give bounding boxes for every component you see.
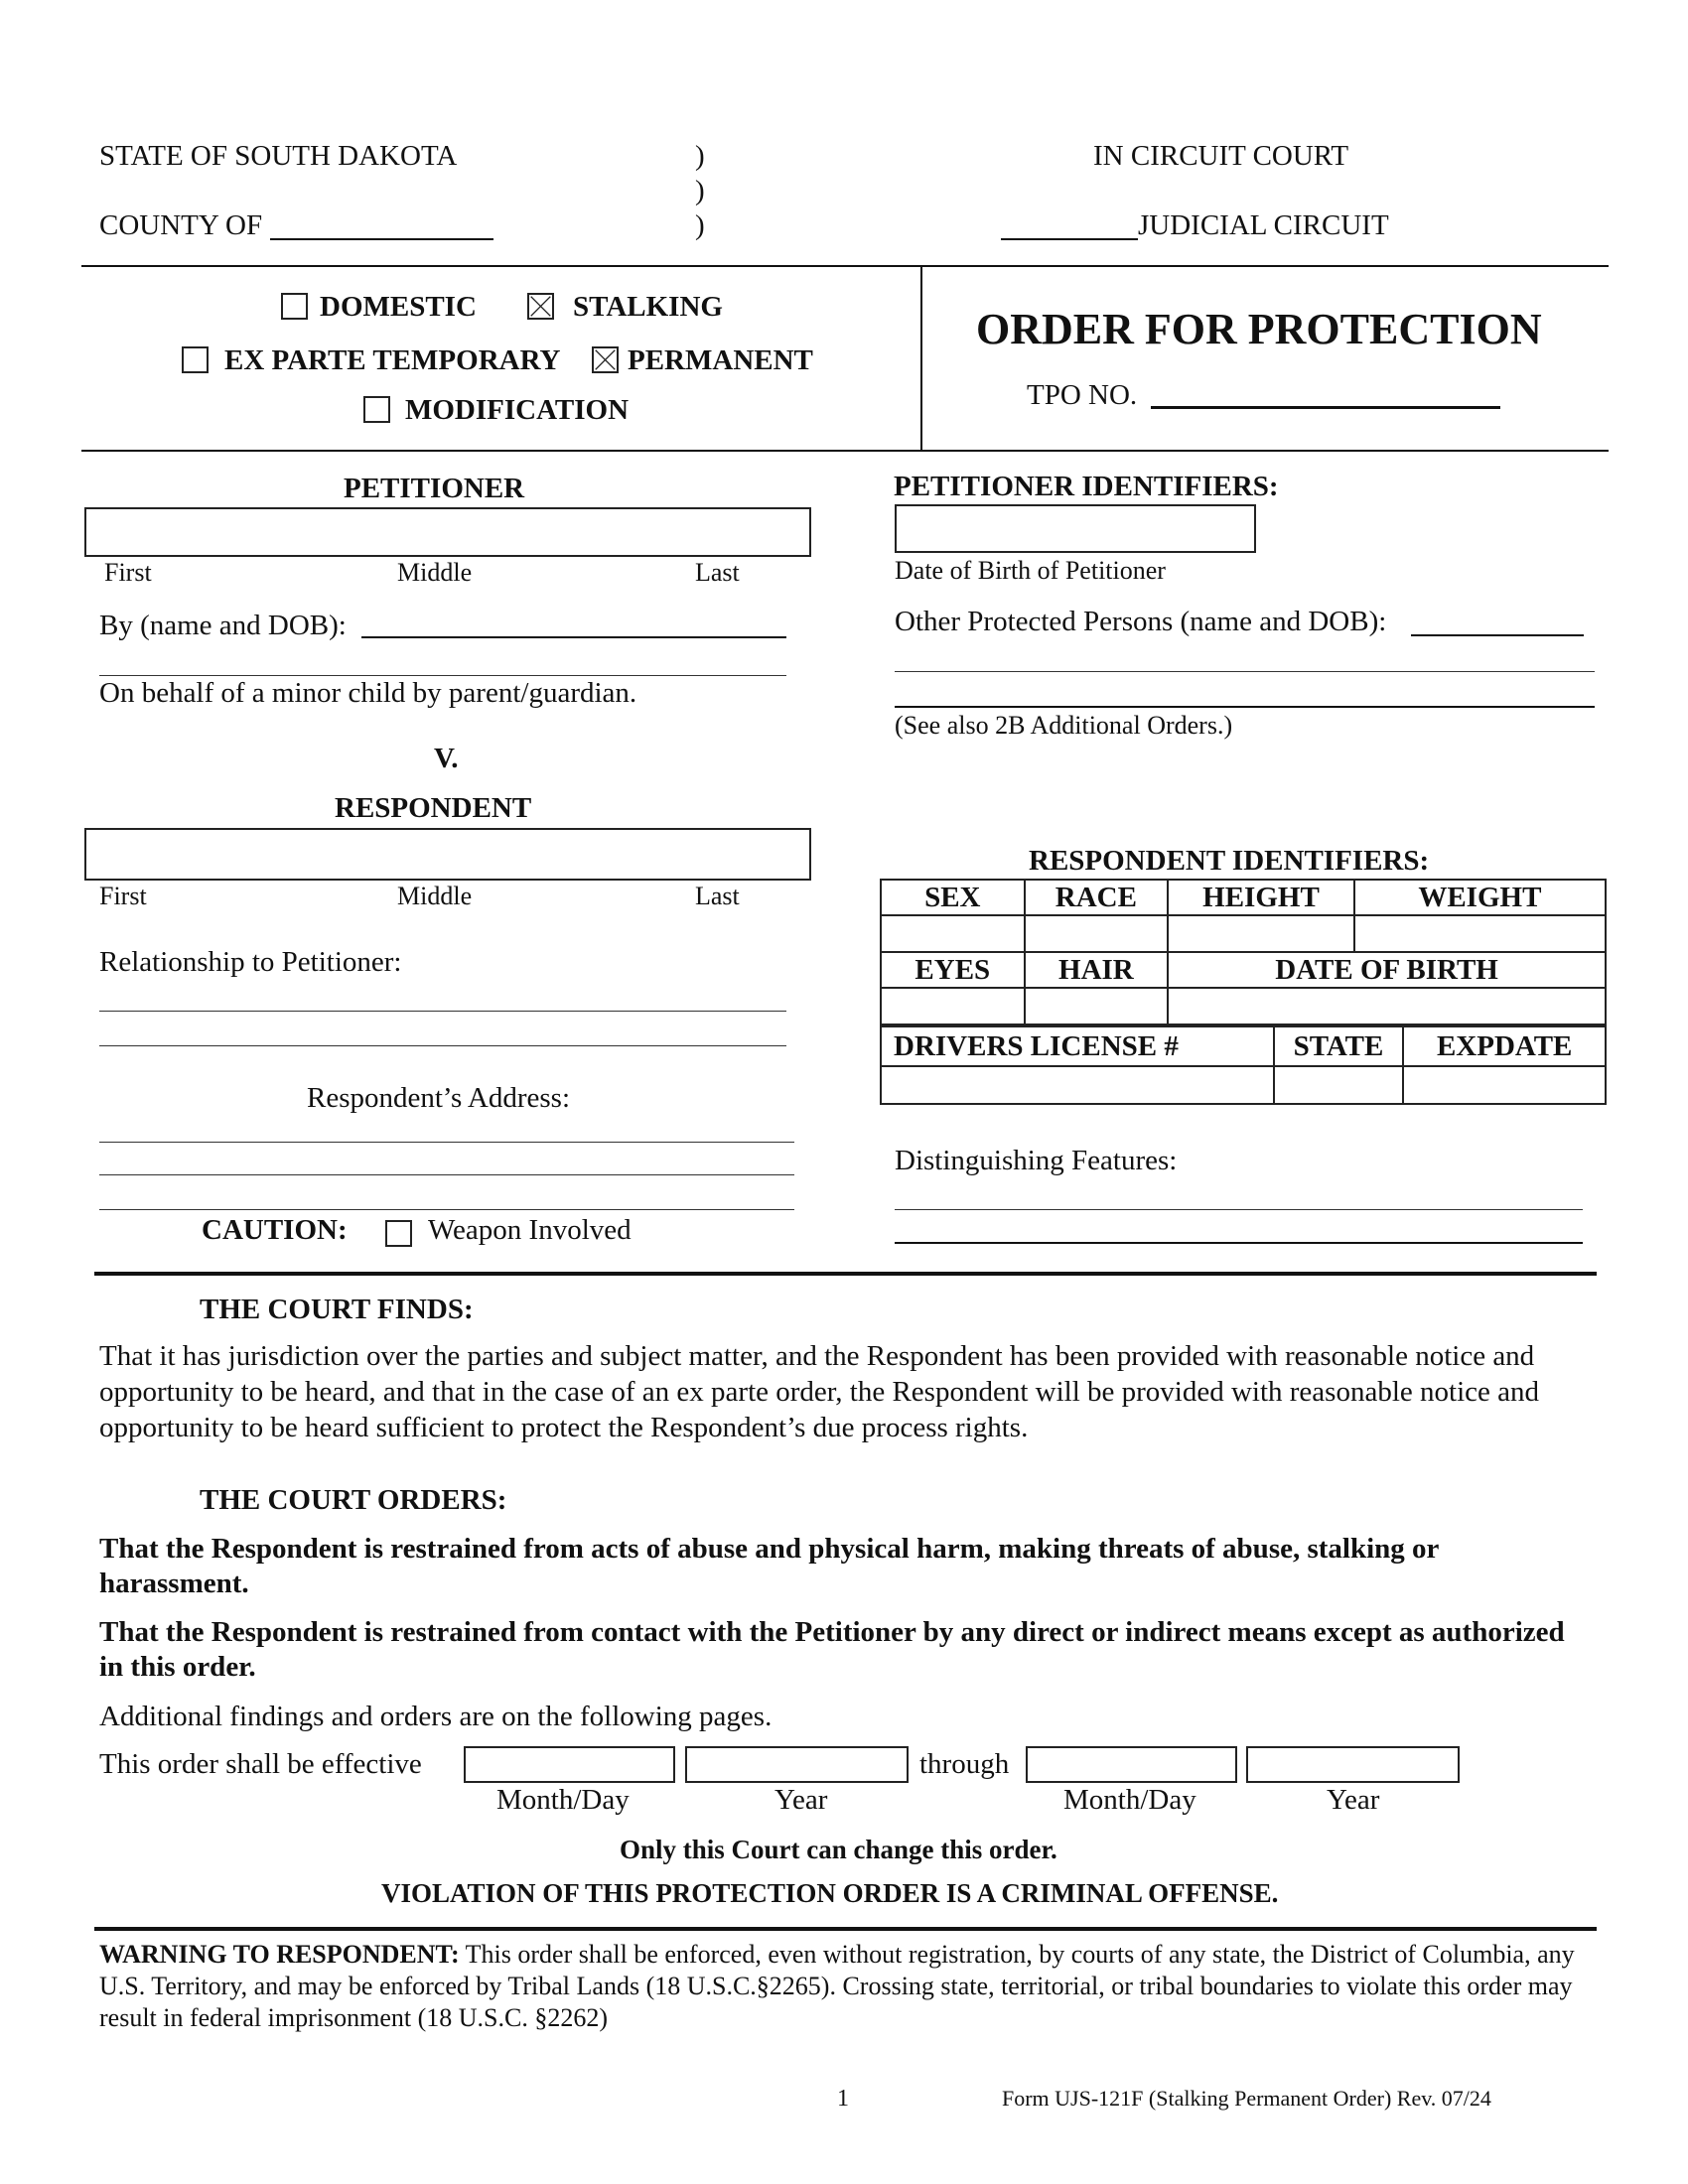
permanent-checkbox[interactable] [592, 346, 619, 373]
section-rule [94, 1272, 1597, 1276]
state-label: STATE OF SOUTH DAKOTA [99, 140, 458, 172]
dob-header: DATE OF BIRTH [1168, 952, 1606, 988]
respondent-first-label: First [99, 882, 147, 910]
form-number: Form UJS-121F (Stalking Permanent Order) Rev. 07/24 [1002, 2086, 1491, 2111]
effective-start-year-field[interactable] [685, 1746, 909, 1783]
address-line-3[interactable] [99, 1209, 794, 1210]
paren-2: ) [695, 175, 705, 206]
sex-header: SEX [881, 880, 1025, 915]
respondent-identifiers-table [880, 879, 1607, 1025]
orders-heading: THE COURT ORDERS: [200, 1484, 507, 1516]
relationship-label: Relationship to Petitioner: [99, 946, 402, 978]
header-rule [81, 265, 1609, 267]
warning-text: This order shall be enforced, even without registration, by courts of any state, the District of Columbia, any U.S. Territory, and may be enforced by Tribal Lands (18 U.S.C.§2265). Crossing state, territorial, or tribal boundaries to violate this order may result in federal imprisonment (18 U.S.C. §2262) [99, 1940, 1575, 2032]
hair-field[interactable] [1025, 988, 1169, 1024]
relationship-line-2[interactable] [99, 1045, 786, 1046]
by-name-dob-field[interactable] [361, 636, 786, 638]
effective-end-monthday-field[interactable] [1026, 1746, 1237, 1783]
circuit-label: JUDICIAL CIRCUIT [1138, 209, 1389, 241]
county-label: COUNTY OF [99, 209, 263, 241]
height-field[interactable] [1168, 915, 1354, 952]
start-monthday-label: Month/Day [496, 1784, 630, 1816]
features-line-2[interactable] [895, 1242, 1583, 1244]
end-year-label: Year [1327, 1784, 1380, 1816]
domestic-label: DOMESTIC [320, 291, 477, 323]
features-line-1[interactable] [895, 1209, 1583, 1210]
petitioner-identifiers-heading: PETITIONER IDENTIFIERS: [894, 471, 1279, 502]
stalking-label: STALKING [573, 291, 723, 323]
other-protected-line-3[interactable] [895, 706, 1595, 708]
petitioner-first-label: First [104, 558, 152, 587]
through-label: through [919, 1748, 1010, 1780]
permanent-label: PERMANENT [628, 344, 813, 376]
effective-start-monthday-field[interactable] [464, 1746, 675, 1783]
effective-label: This order shall be effective [99, 1748, 422, 1780]
respondent-identifiers-heading: RESPONDENT IDENTIFIERS: [1029, 845, 1430, 877]
petitioner-dob-label: Date of Birth of Petitioner [895, 556, 1166, 585]
petitioner-name-field[interactable] [84, 507, 811, 557]
caution-label: CAUTION: [202, 1214, 348, 1246]
stalking-checkbox[interactable] [527, 293, 554, 320]
on-behalf-label: On behalf of a minor child by parent/guardian. [99, 677, 637, 709]
relationship-line-1[interactable] [99, 1011, 786, 1012]
circuit-number-field[interactable] [1001, 238, 1138, 240]
license-table [880, 1025, 1607, 1105]
license-field[interactable] [881, 1066, 1274, 1104]
modification-checkbox[interactable] [363, 396, 390, 423]
versus-label: V. [434, 743, 459, 774]
weapon-label: Weapon Involved [428, 1214, 632, 1246]
other-protected-label: Other Protected Persons (name and DOB): [895, 606, 1387, 637]
page-number: 1 [837, 2086, 849, 2112]
address-label: Respondent’s Address: [307, 1082, 571, 1114]
petitioner-dob-field[interactable] [895, 504, 1256, 553]
petitioner-middle-label: Middle [397, 558, 473, 587]
tpo-label: TPO NO. [1027, 379, 1138, 411]
end-monthday-label: Month/Day [1063, 1784, 1196, 1816]
ex-parte-checkbox[interactable] [182, 346, 209, 373]
warning-label: WARNING TO RESPONDENT: [99, 1940, 460, 1969]
court-label: IN CIRCUIT COURT [1093, 140, 1349, 172]
modification-label: MODIFICATION [405, 394, 630, 426]
ex-parte-label: EX PARTE TEMPORARY [224, 344, 561, 376]
respondent-name-field[interactable] [84, 828, 811, 881]
header-divider [920, 265, 922, 451]
petitioner-heading: PETITIONER [344, 473, 525, 504]
start-year-label: Year [774, 1784, 828, 1816]
findings-text: That it has jurisdiction over the parties and subject matter, and the Respondent has been provided with reasonable notice and opportunity to be heard, and that in the case of an ex parte order, the Respondent will be provided with reasonable notice and opportunity to be heard sufficient to protect the Respondent’s due process rights. [99, 1340, 1539, 1443]
race-field[interactable] [1025, 915, 1169, 952]
only-court-note: Only this Court can change this order. [620, 1835, 1057, 1864]
respondent-heading: RESPONDENT [335, 792, 532, 824]
tpo-number-field[interactable] [1151, 406, 1500, 409]
page-title: ORDER FOR PROTECTION [976, 305, 1542, 353]
features-label: Distinguishing Features: [895, 1145, 1178, 1176]
license-state-header: STATE [1274, 1026, 1404, 1066]
respondent-last-label: Last [695, 882, 740, 910]
warning-rule [94, 1927, 1597, 1931]
effective-end-year-field[interactable] [1246, 1746, 1460, 1783]
address-line-2[interactable] [99, 1174, 794, 1175]
county-field[interactable] [270, 238, 493, 240]
sex-field[interactable] [881, 915, 1025, 952]
respondent-middle-label: Middle [397, 882, 473, 910]
by-name-dob-label: By (name and DOB): [99, 610, 347, 641]
expdate-header: EXPDATE [1403, 1026, 1606, 1066]
height-header: HEIGHT [1168, 880, 1354, 915]
eyes-field[interactable] [881, 988, 1025, 1024]
petitioner-last-label: Last [695, 558, 740, 587]
paren-3: ) [695, 209, 705, 241]
weapon-checkbox[interactable] [385, 1220, 412, 1247]
expdate-field[interactable] [1403, 1066, 1606, 1104]
other-protected-field[interactable] [1411, 634, 1584, 636]
address-line-1[interactable] [99, 1142, 794, 1143]
paren-1: ) [695, 140, 705, 172]
license-state-field[interactable] [1274, 1066, 1404, 1104]
weight-field[interactable] [1354, 915, 1606, 952]
eyes-header: EYES [881, 952, 1025, 988]
license-header: DRIVERS LICENSE # [881, 1026, 1274, 1066]
see-also-note: (See also 2B Additional Orders.) [895, 711, 1233, 740]
domestic-checkbox[interactable] [281, 293, 308, 320]
additional-orders-note: Additional findings and orders are on the following pages. [99, 1701, 773, 1732]
order-restrained-abuse: That the Respondent is restrained from acts of abuse and physical harm, making threats of abuse, stalking or harassment. [99, 1533, 1439, 1599]
race-header: RACE [1025, 880, 1169, 915]
header-bottom-rule [81, 450, 1609, 452]
other-protected-line-2[interactable] [895, 671, 1595, 672]
violation-notice: VIOLATION OF THIS PROTECTION ORDER IS A CRIMINAL OFFENSE. [381, 1878, 1279, 1908]
order-restrained-contact: That the Respondent is restrained from contact with the Petitioner by any direct or indirect means except as authorized in this order. [99, 1616, 1565, 1683]
warning-block [99, 1939, 1599, 2034]
weight-header: WEIGHT [1354, 880, 1606, 915]
by-name-dob-line-2[interactable] [99, 675, 786, 676]
hair-header: HAIR [1025, 952, 1169, 988]
dob-field[interactable] [1168, 988, 1606, 1024]
findings-heading: THE COURT FINDS: [200, 1294, 474, 1325]
